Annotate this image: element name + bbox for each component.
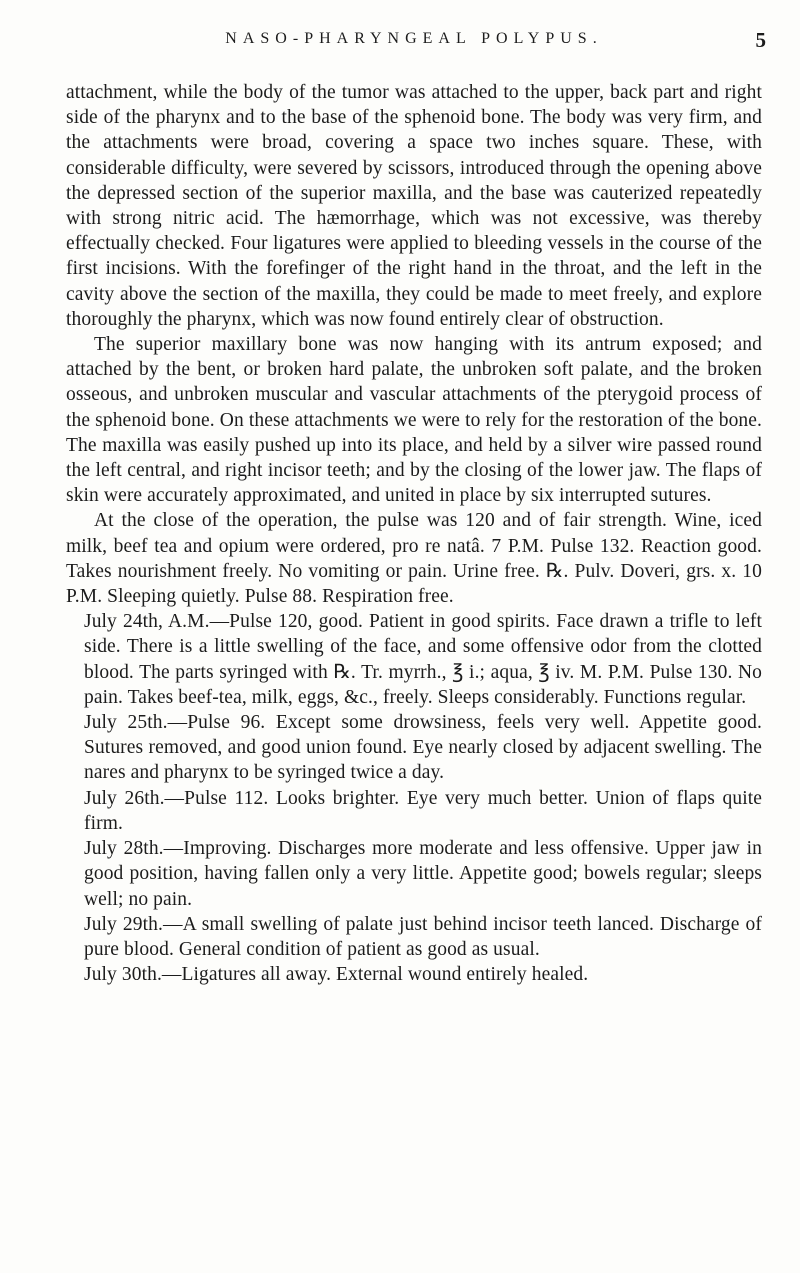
paragraph-continuation: attachment, while the body of the tumor was attached to the upper, back part and right side of the pharynx and to the base of the sphenoid bone. The body was very firm, and the attachments were broad, covering a space two inches square. These, with considerable difficulty, were severed by scissors, introduced through the opening above the depressed section of the superior maxilla, and the base was cauterized repeatedly with strong nitric acid. The hæmorrhage, which was not excessive, was thereby effectually checked. Four ligatures were applied to bleeding vessels in the course of the first incisions. With the forefinger of the right hand in the throat, and the left in the cavity above the section of the maxilla, they could be made to meet freely, and explore thoroughly the pharynx, which was now found entirely clear of obstruction. — [66, 82, 762, 330]
paragraph-maxilla: The superior maxillary bone was now hanging with its antrum exposed; and attached by the bent, or broken hard palate, the unbroken soft palate, and the broken osseous, and unbroken muscular and vascular attachments of the pterygoid process of the sphenoid bone. On these attachments we were to rely for the restoration of the bone. The maxilla was easily pushed up into its place, and held by a silver wire passed round the left central, and right incisor teeth; and by the closing of the lower jaw. The flaps of skin were accurately approximated, and united in place by six interrupted sutures. — [66, 334, 762, 507]
body-text — [66, 80, 762, 987]
running-header — [66, 28, 766, 60]
page-number: 5 — [755, 28, 766, 52]
paragraph-july-26: July 26th.—Pulse 112. Looks brighter. Eye very much better. Union of flaps quite firm. — [84, 787, 762, 834]
paragraph-july-28: July 28th.—Improving. Discharges more moderate and less offensive. Upper jaw in good position, having fallen only a very little. Appetite good; bowels regular; sleeps well; no pain. — [84, 838, 762, 910]
paragraph-july-30: July 30th.—Ligatures all away. External wound entirely healed. — [84, 964, 589, 986]
document-page — [66, 28, 766, 987]
paragraph-july-29: July 29th.—A small swelling of palate just behind incisor teeth lanced. Discharge of pure blood. General condition of patient as good as usual. — [84, 913, 762, 960]
running-title: NASO-PHARYNGEAL POLYPUS. — [225, 30, 603, 47]
paragraph-july-25: July 25th.—Pulse 96. Except some drowsiness, feels very well. Appetite good. Sutures removed, and good union found. Eye nearly closed by adjacent swelling. The nares and pharynx to be syringed twice a day. — [84, 712, 762, 784]
paragraph-july-24: July 24th, A.M.—Pulse 120, good. Patient in good spirits. Face drawn a trifle to left side. There is a little swelling of the face, and some offensive odor from the clotted blood. The parts syringed with ℞. Tr. myrrh., ℥ i.; aqua, ℥ iv. M. P.M. Pulse 130. No pain. Takes beef-tea, milk, eggs, &c., freely. Sleeps considerably. Functions regular. — [84, 611, 762, 708]
paragraph-post-operation: At the close of the operation, the pulse was 120 and of fair strength. Wine, iced milk, beef tea and opium were ordered, pro re natâ. 7 P.M. Pulse 132. Reaction good. Takes nourishment freely. No vomiting or pain. Urine free. ℞. Pulv. Doveri, grs. x. 10 P.M. Sleeping quietly. Pulse 88. Respiration free. — [66, 510, 762, 608]
